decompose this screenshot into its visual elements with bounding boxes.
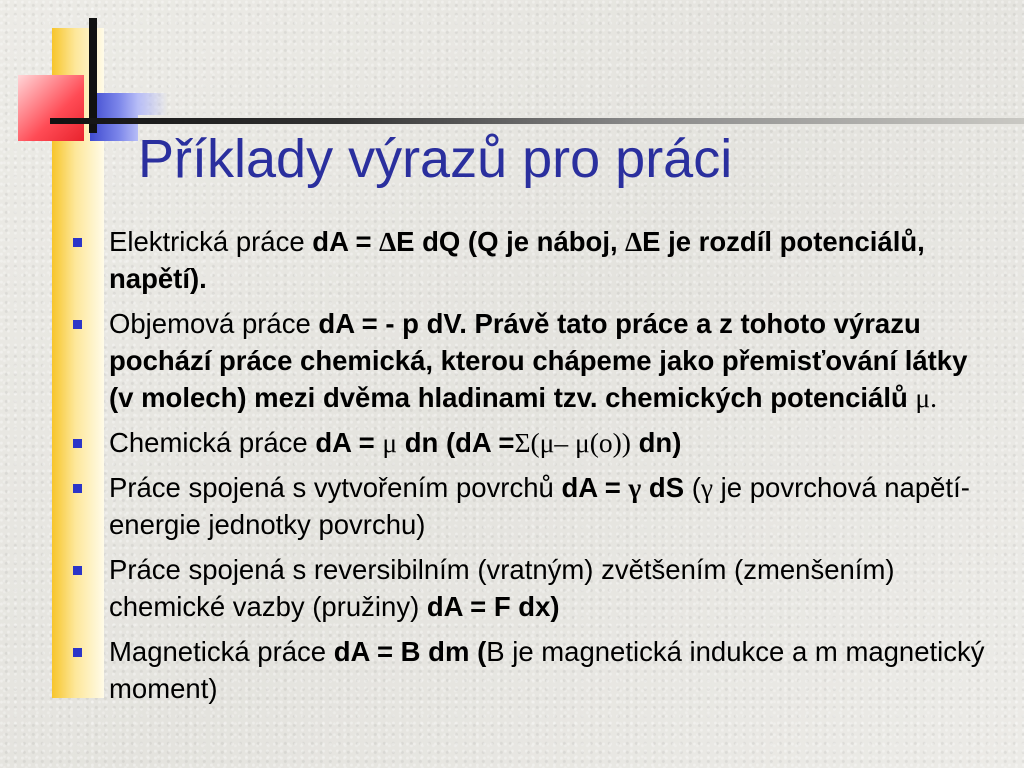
bullet-lead-text: Chemická práce bbox=[109, 427, 316, 458]
bullet-equation: E je rozdíl potenciálů, napětí). bbox=[109, 226, 925, 294]
mu-symbol: μ bbox=[915, 382, 931, 413]
bullet-lead-text: Práce spojená s vytvořením povrchů bbox=[109, 472, 562, 503]
decor-blue-stripe bbox=[138, 93, 168, 115]
bullet-equation: dA = bbox=[315, 427, 383, 458]
decor-horizontal-line bbox=[50, 118, 1024, 124]
bullet-tail-text: B je magnetická indukce a m magnetický moment) bbox=[109, 636, 985, 704]
bullet-item-bond-work bbox=[72, 551, 992, 625]
bullet-tail-text: je povrchová napětí-energie jednotky povrchu) bbox=[109, 472, 970, 540]
bullet-item-chemical-work bbox=[72, 424, 992, 461]
bullet-tail-text: . bbox=[930, 382, 938, 413]
bullet-equation: dn) bbox=[630, 427, 682, 458]
bullet-lead-text: Elektrická práce bbox=[109, 226, 313, 257]
bullet-marker-icon bbox=[73, 439, 82, 448]
bullet-marker-icon bbox=[73, 566, 82, 575]
decor-blue-square bbox=[90, 93, 138, 141]
gamma-symbol: γ bbox=[700, 472, 714, 503]
sigma-expression: Σ(μ– μ(o)) bbox=[514, 427, 631, 458]
bullet-equation: dA = bbox=[312, 226, 380, 257]
bullet-marker-icon bbox=[73, 238, 82, 247]
bullet-equation: dA = - p dV. Právě tato práce a z tohoto výrazu pochází práce chemická, kterou chápeme jako přemisťování látky (v molech) mezi dvěma hladinami tzv. chemických potenciálů bbox=[109, 308, 968, 413]
bullet-marker-icon bbox=[73, 648, 82, 657]
bullet-equation: E dQ (Q je náboj, bbox=[396, 226, 626, 257]
mu-symbol: μ bbox=[382, 427, 398, 458]
bullet-marker-icon bbox=[73, 320, 82, 329]
bullet-item-surface-work bbox=[72, 469, 992, 543]
bullet-equation: dn (dA = bbox=[397, 427, 515, 458]
bullet-lead-text: Magnetická práce bbox=[109, 636, 334, 667]
bullet-text: ( bbox=[684, 472, 701, 503]
gamma-symbol: γ bbox=[628, 472, 642, 503]
slide-title: Příklady výrazů pro práci bbox=[138, 129, 733, 189]
bullet-lead-text: Objemová práce bbox=[109, 308, 319, 339]
delta-symbol: ∆ bbox=[625, 226, 643, 257]
bullet-equation: dA = bbox=[561, 472, 629, 503]
bullet-list bbox=[72, 223, 992, 715]
bullet-item-electric-work bbox=[72, 223, 992, 297]
delta-symbol: ∆ bbox=[379, 226, 397, 257]
bullet-equation: dA = B dm ( bbox=[333, 636, 487, 667]
bullet-equation: dS bbox=[641, 472, 685, 503]
bullet-lead-text: Práce spojená s reversibilním (vratným) zvětšením (zmenšením) chemické vazby (pružiny) bbox=[109, 554, 895, 622]
bullet-marker-icon bbox=[73, 484, 82, 493]
bullet-item-magnetic-work bbox=[72, 633, 992, 707]
bullet-item-volume-work bbox=[72, 305, 992, 416]
decor-vertical-line bbox=[89, 18, 97, 133]
bullet-equation: dA = F dx) bbox=[426, 591, 560, 622]
decor-red-square bbox=[18, 75, 84, 141]
